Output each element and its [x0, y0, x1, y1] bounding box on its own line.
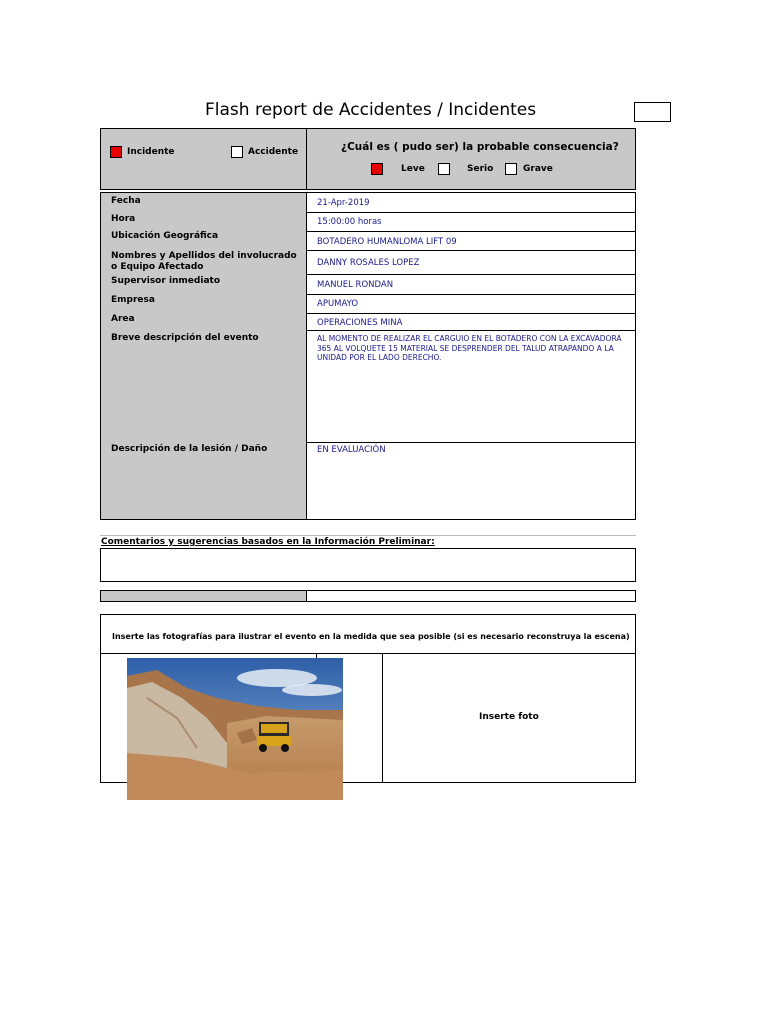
photo-instructions: Inserte las fotografías para ilustrar el evento en la medida que sea posible (si es necesario reconstruya la escena)	[112, 632, 630, 641]
incidente-label: Incidente	[127, 147, 175, 157]
consequence-question: ¿Cuál es ( pudo ser) la probable consecuencia?	[341, 141, 619, 153]
lesion-value[interactable]: EN EVALUACIÓN	[317, 445, 386, 455]
descripcion-value[interactable]: AL MOMENTO DE REALIZAR EL CARGUIO EN EL BOTADERO CON LA EXCAVADORA 365 AL VOLQUETE 15 MATERIAL SE DESPRENDER DEL TALUD ATRAPANDO A LA UNIDAD POR EL LADO DERECHO.	[317, 334, 622, 362]
comments-input[interactable]	[100, 548, 636, 582]
grave-label: Grave	[523, 164, 553, 174]
nombres-label-line1: Nombres y Apellidos del involucrado	[111, 251, 297, 261]
comments-title: Comentarios y sugerencias basados en la Información Preliminar:	[101, 537, 435, 547]
row-divider	[307, 294, 635, 295]
row-divider	[307, 442, 635, 443]
ubicacion-label: Ubicación Geográfica	[111, 231, 219, 241]
leve-checkbox[interactable]	[371, 163, 383, 175]
row-divider	[307, 231, 635, 232]
fecha-label: Fecha	[111, 196, 141, 206]
row-divider	[307, 250, 635, 251]
event-photo	[127, 658, 343, 800]
nombres-value[interactable]: DANNY ROSALES LOPEZ	[317, 258, 420, 268]
row-divider	[307, 274, 635, 275]
grave-checkbox[interactable]	[505, 163, 517, 175]
empresa-label: Empresa	[111, 295, 155, 305]
hora-value[interactable]: 15:00:00 horas	[317, 217, 382, 227]
fecha-value[interactable]: 21-Apr-2019	[317, 198, 370, 208]
photo-column-divider	[382, 653, 383, 783]
row-divider	[307, 313, 635, 314]
hora-label: Hora	[111, 214, 136, 224]
separator-bar-gray	[101, 591, 307, 601]
photo-divider	[101, 653, 635, 654]
accidente-label: Accidente	[248, 147, 299, 157]
empresa-value[interactable]: APUMAYO	[317, 299, 359, 309]
serio-label: Serio	[467, 164, 494, 174]
incidente-checkbox[interactable]	[110, 146, 122, 158]
area-label: Area	[111, 314, 135, 324]
accidente-checkbox[interactable]	[231, 146, 243, 158]
ubicacion-value[interactable]: BOTADERO HUMANLOMA LIFT 09	[317, 237, 457, 247]
label-column	[101, 193, 307, 519]
leve-label: Leve	[401, 164, 425, 174]
area-value[interactable]: OPERACIONES MINA	[317, 318, 403, 328]
descripcion-label: Breve descripción del evento	[111, 333, 259, 343]
supervisor-value[interactable]: MANUEL RONDAN	[317, 280, 394, 290]
header-section	[100, 128, 636, 190]
separator-bar	[100, 590, 636, 602]
event-details-form	[100, 192, 636, 520]
insert-photo-placeholder[interactable]: Inserte foto	[479, 712, 539, 722]
nombres-label-line2: o Equipo Afectado	[111, 262, 204, 272]
report-title: Flash report de Accidentes / Incidentes	[205, 100, 537, 120]
serio-checkbox[interactable]	[438, 163, 450, 175]
header-divider	[306, 129, 307, 189]
row-divider	[307, 330, 635, 331]
row-divider	[307, 212, 635, 213]
comments-rule	[100, 535, 636, 536]
report-number-box[interactable]	[634, 102, 671, 122]
supervisor-label: Supervisor inmediato	[111, 276, 220, 286]
lesion-label: Descripción de la lesión / Daño	[111, 444, 268, 454]
